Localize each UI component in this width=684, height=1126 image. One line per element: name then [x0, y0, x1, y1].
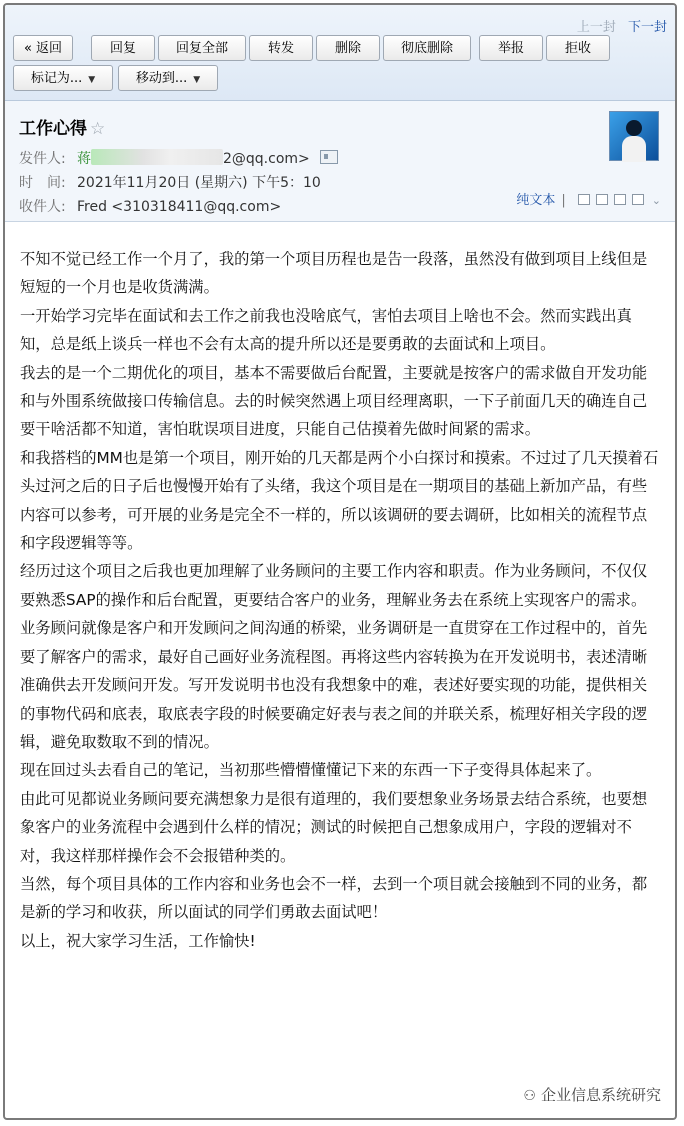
body-paragraph: 现在回过头去看自己的笔记，当初那些懵懵懂懂记下来的东西一下子变得具体起来了。	[20, 761, 602, 780]
body-paragraph: 不知不觉已经工作一个月了，我的第一个项目历程也是告一段落，虽然没有做到项目上线但是短短的一个月也是收货满满。	[20, 250, 648, 297]
next-mail-link[interactable]: 下一封	[627, 20, 667, 35]
report-button[interactable]: 举报	[479, 35, 543, 61]
body-paragraph: 经历过这个项目之后我也更加理解了业务顾问的主要工作内容和职责。作为业务顾问，不仅仅要熟悉SAP的操作和后台配置，更要结合客户的业务，理解业务去在系统上实现客户的需求。业务顾问就像是客户和开发顾问之间沟通的桥梁，业务调研是一直贯穿在工作过程中的，首先要了解客户的需求，最好自己画好业务流程图。再将这些内容转换为在开发说明书，表述清晰准确供去开发顾问开发。写开发说明书也没有我想象中的难，表述好要实现的功能，提供相关的事物代码和底表，取底表字段的时候要确定好表与表之间的并联关系，梳理好相关字段的逻辑，避免取数取不到的情况。	[20, 562, 648, 751]
sender-name[interactable]: 蒋	[77, 151, 91, 167]
delete-button[interactable]: 删除	[316, 35, 380, 61]
mail-toolbar	[5, 5, 675, 101]
chevron-down-icon: ▼	[193, 75, 201, 85]
mail-body	[20, 245, 660, 955]
body-paragraph: 以上，祝大家学习生活，工作愉快!	[20, 931, 256, 950]
delete-permanent-button[interactable]: 彻底删除	[383, 35, 471, 61]
sender-avatar[interactable]	[609, 111, 659, 161]
watermark	[523, 1084, 661, 1105]
reply-button[interactable]: 回复	[91, 35, 155, 61]
contact-card-icon[interactable]	[320, 150, 338, 164]
body-paragraph: 由此可见都说业务顾问要充满想象力是很有道理的，我们要想象业务场景去结合系统，也要想象客户的业务流程中会遇到什么样的情况；测试的时候把自己想象成用户，字段的逻辑对不对，我这样那样操作会不会报错种类的。	[20, 789, 648, 865]
body-paragraph: 我去的是一个二期优化的项目，基本不需要做后台配置，主要就是按客户的需求做自开发功能和与外围系统做接口传输信息。去的时候突然遇上项目经理离职，一下子前面几天的确连自己要干啥活都不知道，害怕耽误项目进度，只能自己估摸着先做时间紧的需求。	[20, 363, 648, 439]
pager	[577, 16, 667, 35]
sender-label: 发件人:	[19, 151, 66, 167]
prev-mail-link[interactable]: 上一封	[576, 20, 616, 35]
mail-tools	[516, 189, 661, 208]
mail-subject	[19, 114, 105, 139]
body-paragraph: 和我搭档的MM也是第一个项目，刚开始的几天都是两个小白探讨和摸索。不过过了几天摸着石头过河之后的日子后也慢慢开始有了头绪，我这个项目是在一期项目的基础上新加产品，有些内容可以参考，可开展的业务是完全不一样的，所以该调研的要去调研，比如相关的流程节点和字段逻辑等等。	[20, 448, 659, 553]
mark-as-label: 标记为...	[30, 71, 83, 86]
time-row	[19, 172, 321, 192]
print-preview-icon[interactable]	[596, 194, 608, 205]
subject-text: 工作心得	[19, 119, 87, 139]
time-label: 时 间:	[19, 175, 66, 191]
plain-text-link[interactable]: 纯文本	[516, 193, 556, 208]
new-window-icon[interactable]	[578, 194, 590, 205]
recipient-value[interactable]: Fred <310318411@qq.com>	[77, 199, 282, 215]
mark-as-dropdown[interactable]	[13, 65, 113, 91]
download-icon[interactable]	[614, 194, 626, 205]
printer-icon[interactable]	[632, 194, 644, 205]
wechat-icon: ⚇	[523, 1088, 536, 1104]
mail-header	[5, 101, 675, 222]
sender-row	[19, 148, 338, 168]
recipient-row	[19, 196, 281, 216]
chevron-down-icon: ▼	[88, 75, 96, 85]
sender-email-tail: 2@qq.com>	[223, 151, 310, 167]
body-paragraph: 一开始学习完毕在面试和去工作之前我也没啥底气，害怕去项目上啥也不会。然而实践出真知，总是纸上谈兵一样也不会有太高的提升所以还是要勇敢的去面试和上项目。	[20, 306, 632, 354]
time-value: 2021年11月20日 (星期六) 下午5：10	[77, 175, 321, 191]
reply-all-button[interactable]: 回复全部	[158, 35, 246, 61]
watermark-text: 企业信息系统研究	[540, 1086, 661, 1104]
tools-separator: |	[561, 193, 566, 208]
body-paragraph: 当然，每个项目具体的工作内容和业务也会不一样，去到一个项目就会接触到不同的业务，都是新的学习和收获，所以面试的同学们勇敢去面试吧！	[20, 874, 648, 922]
move-to-label: 移动到...	[135, 71, 188, 86]
redacted-block	[91, 149, 223, 165]
reject-button[interactable]: 拒收	[546, 35, 610, 61]
more-chevron-icon[interactable]: ⌄	[651, 194, 661, 207]
star-icon[interactable]: ☆	[90, 119, 106, 139]
forward-button[interactable]: 转发	[249, 35, 313, 61]
back-button[interactable]: « 返回	[13, 35, 73, 61]
recipient-label: 收件人:	[19, 199, 66, 215]
mail-window	[3, 3, 677, 1120]
move-to-dropdown[interactable]	[118, 65, 218, 91]
